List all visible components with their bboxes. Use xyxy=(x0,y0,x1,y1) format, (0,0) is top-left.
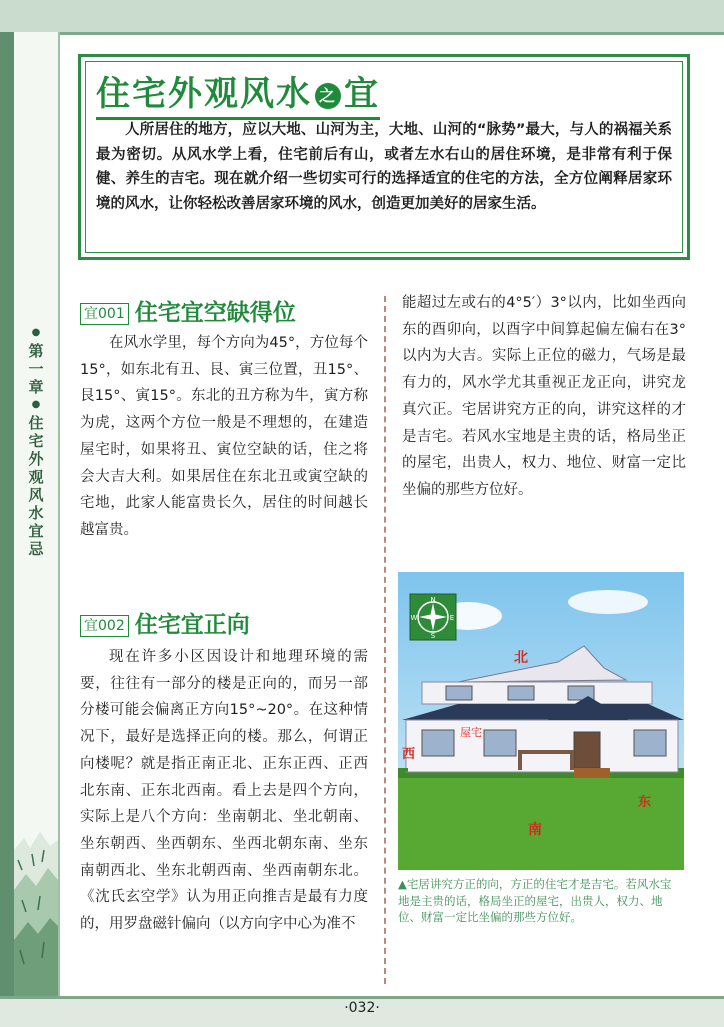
chapter-char: 观 xyxy=(28,468,44,486)
page-number: ·032· xyxy=(344,1000,380,1016)
section-heading-001 xyxy=(80,294,296,327)
title-main: 住宅外观风水 xyxy=(96,74,312,114)
section-heading-002 xyxy=(80,606,250,639)
figure-caption: ▲宅居讲究方正的向，方正的住宅才是吉宅。若风水宝地是主贵的话，格局坐正的屋宅，出贵人，权力、地位、财富一定比坐偏的那些方位好。 xyxy=(398,877,672,924)
bullet-icon: ● xyxy=(31,399,41,410)
compass-s: S xyxy=(430,632,436,640)
label-north: 北 xyxy=(514,650,528,666)
label-east: 东 xyxy=(638,795,652,810)
label-house: 屋宅 xyxy=(460,726,482,739)
title-zhi-circle: 之 xyxy=(315,83,341,109)
section-body-001: 在风水学里，每个方向为45°，方位每个15°，如东北有丑、艮、寅三位置，丑15°、艮15°、寅15°。东北的丑方称为牛，寅方称为虎，这两个方位一般是不理想的，在建造屋宅时，如果将丑、寅位空缺的话，住之将会大吉大利。如果居住在东北丑或寅空缺的宅地，此家人能富贵长久，居住的时间越长越富贵。 xyxy=(80,335,368,538)
chapter-char: 水 xyxy=(28,504,44,522)
section-badge: 宜001 xyxy=(80,303,129,325)
chapter-char: 忌 xyxy=(28,540,44,558)
label-south: 南 xyxy=(528,822,542,838)
column-divider xyxy=(384,296,386,984)
page-title xyxy=(96,66,380,120)
top-band xyxy=(0,0,724,35)
chapter-char: 章 xyxy=(28,378,44,396)
chapter-label xyxy=(20,324,52,558)
title-end: 宜 xyxy=(344,74,380,114)
chapter-char: 风 xyxy=(28,486,44,504)
section-badge: 宜002 xyxy=(80,615,129,637)
bullet-icon: ● xyxy=(31,327,41,338)
chapter-char: 第 xyxy=(28,342,44,360)
left-strip xyxy=(0,32,14,996)
chapter-char: 宜 xyxy=(28,522,44,540)
chapter-char: 外 xyxy=(28,450,44,468)
intro-paragraph: 人所居住的地方，应以大地、山河为主，大地、山河的“脉势”最大，与人的祸福关系最为密切。从风水学上看，住宅前后有山，或者左水右山的居住环境，是非常有利于保健、养生的吉宅。现在就介绍一些切实可行的选择适宜的住宅的方法，全方位阐释居家环境的风水，让你轻松改善居家环境的风水，创造更加美好的居家生活。 xyxy=(96,122,672,212)
mountain-ornament xyxy=(14,830,58,996)
compass-w: W xyxy=(410,614,418,622)
compass-n: N xyxy=(430,596,436,604)
right-column-text: 能超过左或右的4°5′）3°以内，比如坐西向东的酉卯向，以酉字中间算起偏左偏右在3°以内为大吉。实际上正位的磁力，气场是最有力的，风水学尤其重视正龙正向，讲究龙真穴正。宅居讲究方正的向，讲究这样的才是吉宅。若风水宝地是主贵的话，格局坐正的屋宅，出贵人，权力、地位、财富一定比坐偏的那些方位好。 xyxy=(402,295,686,498)
chapter-char: 一 xyxy=(28,360,44,378)
compass-e: E xyxy=(449,614,455,622)
chapter-char: 住 xyxy=(28,414,44,432)
section-body-002: 现在许多小区因设计和地理环境的需要，往往有一部分的楼是正向的，而另一部分楼可能会偏离正方向15°~20°。在这种情况下，最好是选择正向的楼。那么，何谓正向楼呢？就是指正南正北、正东正西、正西北东南、正东北西南。看上去是四个方向，实际上是八个方向：坐南朝北、坐北朝南、坐东朝西、坐西朝东、坐西北朝东南、坐东南朝西北、坐东北朝西南、坐西南朝东北。《沈氏玄空学》认为用正向推吉是最有力度的，用罗盘磁针偏向（以方向字中心为准不 xyxy=(80,649,368,933)
compass-icon xyxy=(410,594,456,640)
section-title: 住宅宜空缺得位 xyxy=(134,300,296,326)
chapter-char: 宅 xyxy=(28,432,44,450)
house-photo xyxy=(398,572,684,870)
section-title: 住宅宜正向 xyxy=(134,612,250,638)
label-west: 西 xyxy=(402,747,416,762)
